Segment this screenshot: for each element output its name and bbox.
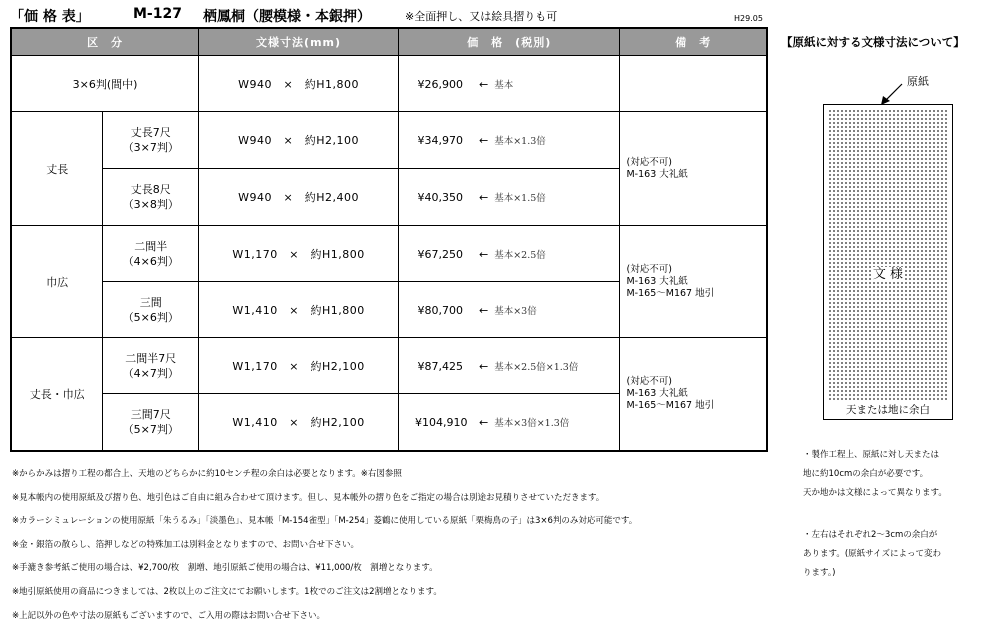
note-cell: [620, 112, 767, 226]
sub-category-cell: [103, 169, 199, 226]
price-table: [10, 27, 768, 452]
price-value: ¥104,910: [414, 415, 468, 429]
diagram-note-line: あります。(原紙サイズによって変わ: [803, 549, 941, 559]
price-multiplier: 基本×1.3倍: [494, 136, 546, 147]
diagram-note-2: [803, 526, 941, 583]
table-row: [11, 112, 767, 169]
note-cell: [620, 226, 767, 338]
paper-label: 原紙: [907, 75, 929, 88]
sub-category-size: （5×6判）: [122, 310, 179, 324]
sub-category-cell: [103, 226, 199, 282]
size-cell: W940 × 約H1,800: [199, 56, 399, 112]
price-value: ¥40,350: [417, 191, 463, 204]
footnote: ※上記以外の色や寸法の原紙もございますので、ご入用の際はお問い合せ下さい。: [12, 610, 325, 621]
sub-category-cell: [103, 112, 199, 169]
arrow-left-icon: ←: [478, 303, 489, 317]
arrow-left-icon: ←: [478, 415, 489, 429]
diagram-note-line: ・左右はそれぞれ2～3cmの余白が: [803, 530, 938, 540]
sub-category-name: 二間半: [134, 239, 168, 253]
category-cell: 丈長・巾広: [11, 338, 103, 451]
price-cell: [398, 338, 620, 394]
paper-diagram: [823, 104, 953, 420]
size-cell: W940 × 約H2,400: [199, 169, 399, 226]
price-cell: [398, 394, 620, 451]
header-note: ※全面押し、又は絵具摺りも可: [405, 10, 558, 23]
price-multiplier: 基本×1.5倍: [494, 193, 546, 204]
column-header: 備 考: [620, 28, 767, 56]
pattern-area: [828, 109, 948, 401]
sub-category-cell: [103, 394, 199, 451]
footnote: ※カラーシミュレーションの使用原紙「朱うるみ」「淡墨色」、見本帳「M-154雀型」「M-254」菱鶴に使用している原紙「栗梅鳥の子」は3×6判のみ対応可能です。: [12, 516, 638, 527]
price-value: ¥34,970: [417, 134, 463, 147]
arrow-left-icon: ←: [478, 359, 489, 373]
category-cell: 丈長: [11, 112, 103, 226]
sub-category-name: 丈長7尺: [130, 126, 171, 139]
price-cell: [398, 226, 620, 282]
footnote: ※見本帳内の使用原紙及び摺り色、地引色はご自由に組み合わせて頂けます。但し、見本帳外の摺り色をご指定の場合は別途お見積りさせていただきます。: [12, 492, 605, 503]
price-cell: [398, 282, 620, 338]
table-header-row: [11, 28, 767, 56]
product-name: 栖鳳桐（腰模様・本銀押）: [203, 9, 371, 25]
note-cell: [620, 338, 767, 451]
footnote: ※手漉き参考紙ご使用の場合は、¥2,700/枚 割増、地引原紙ご使用の場合は、¥11,000/枚 割増となります。: [12, 563, 438, 574]
category-cell: 巾広: [11, 226, 103, 338]
arrow-down-left-icon: [878, 82, 908, 106]
price-multiplier: 基本×3倍×1.3倍: [494, 417, 570, 429]
diagram-title: 【原紙に対する文様寸法について】: [781, 35, 965, 49]
sub-category-size: （3×7判）: [122, 141, 179, 154]
note-line: M-165～M167 地引: [626, 399, 715, 411]
sub-category-size: （4×6判）: [122, 254, 179, 268]
column-header: 価 格 (税別): [398, 28, 620, 56]
note-line: (対応不可): [626, 156, 672, 168]
sub-category-name: 三間: [139, 295, 162, 309]
size-cell: W1,170 × 約H2,100: [199, 338, 399, 394]
price-multiplier: 基本×3倍: [494, 305, 537, 317]
diagram-note-line: ります。): [803, 568, 836, 578]
sub-category-size: （4×7判）: [122, 366, 179, 380]
arrow-left-icon: ←: [478, 247, 489, 261]
price-value: ¥67,250: [417, 247, 463, 261]
size-cell: W1,410 × 約H2,100: [199, 394, 399, 451]
column-header: 文様寸法(mm): [199, 28, 399, 56]
diagram-note-line: 天か地かは文様によって異なります。: [803, 488, 947, 498]
product-code: M-127: [133, 6, 182, 22]
note-line: M-165～M167 地引: [626, 287, 715, 299]
column-header: 区 分: [11, 28, 199, 56]
price-value: ¥87,425: [417, 359, 463, 373]
pattern-label: 文 様: [872, 267, 904, 282]
sub-category-name: 二間半7尺: [125, 351, 177, 365]
footnote: ※金・銀箔の散らし、箔押しなどの特殊加工は別料金となりますので、お問い合せ下さい。: [12, 539, 359, 550]
sub-category-cell: [103, 338, 199, 394]
diagram-note-1: [803, 446, 947, 503]
note-line: M-163 大礼紙: [626, 275, 688, 287]
note-line: (対応不可): [626, 375, 672, 387]
arrow-left-icon: ←: [478, 191, 489, 204]
header-date: H29.05: [734, 14, 763, 23]
arrow-left-icon: ←: [478, 134, 489, 147]
price-multiplier: 基本: [494, 79, 514, 91]
header-title: 「価 格 表」: [10, 9, 90, 25]
table-row: [11, 56, 767, 112]
price-value: ¥80,700: [417, 303, 463, 317]
sub-category-size: （3×8判）: [122, 198, 179, 211]
note-cell: [620, 56, 767, 112]
sub-category-cell: [103, 282, 199, 338]
size-cell: W1,170 × 約H1,800: [199, 226, 399, 282]
diagram-note-line: 地に約10cmの余白が必要です。: [803, 469, 929, 479]
footnote: ※からかみは摺り工程の都合上、天地のどちらかに約10センチ程の余白は必要となります。※右図参照: [12, 469, 402, 479]
price-multiplier: 基本×2.5倍: [494, 249, 546, 261]
footnotes: [12, 463, 637, 628]
note-line: M-163 大礼紙: [626, 387, 688, 399]
price-value: ¥26,900: [417, 77, 463, 91]
footnote: ※地引原紙使用の商品につきましては、2枚以上のご注文にてお願いします。1枚でのご注文は2割増となります。: [12, 586, 442, 597]
price-cell: [398, 112, 620, 169]
note-line: M-163 大礼紙: [626, 168, 688, 180]
sub-category-size: （5×7判）: [122, 422, 179, 436]
price-multiplier: 基本×2.5倍×1.3倍: [494, 361, 579, 373]
size-cell: W940 × 約H2,100: [199, 112, 399, 169]
table-row: [11, 338, 767, 394]
category-cell: 3×6判(間中): [11, 56, 199, 112]
sub-category-name: 丈長8尺: [130, 183, 171, 196]
price-cell: [398, 169, 620, 226]
diagram-note-line: ・製作工程上、原紙に対し天または: [803, 450, 940, 460]
sub-category-name: 三間7尺: [130, 407, 171, 421]
table-row: [11, 226, 767, 282]
arrow-left-icon: ←: [478, 77, 489, 91]
size-cell: W1,410 × 約H1,800: [199, 282, 399, 338]
price-cell: [398, 56, 620, 112]
margin-label: 天または地に余白: [846, 404, 930, 416]
note-line: (対応不可): [626, 263, 672, 275]
